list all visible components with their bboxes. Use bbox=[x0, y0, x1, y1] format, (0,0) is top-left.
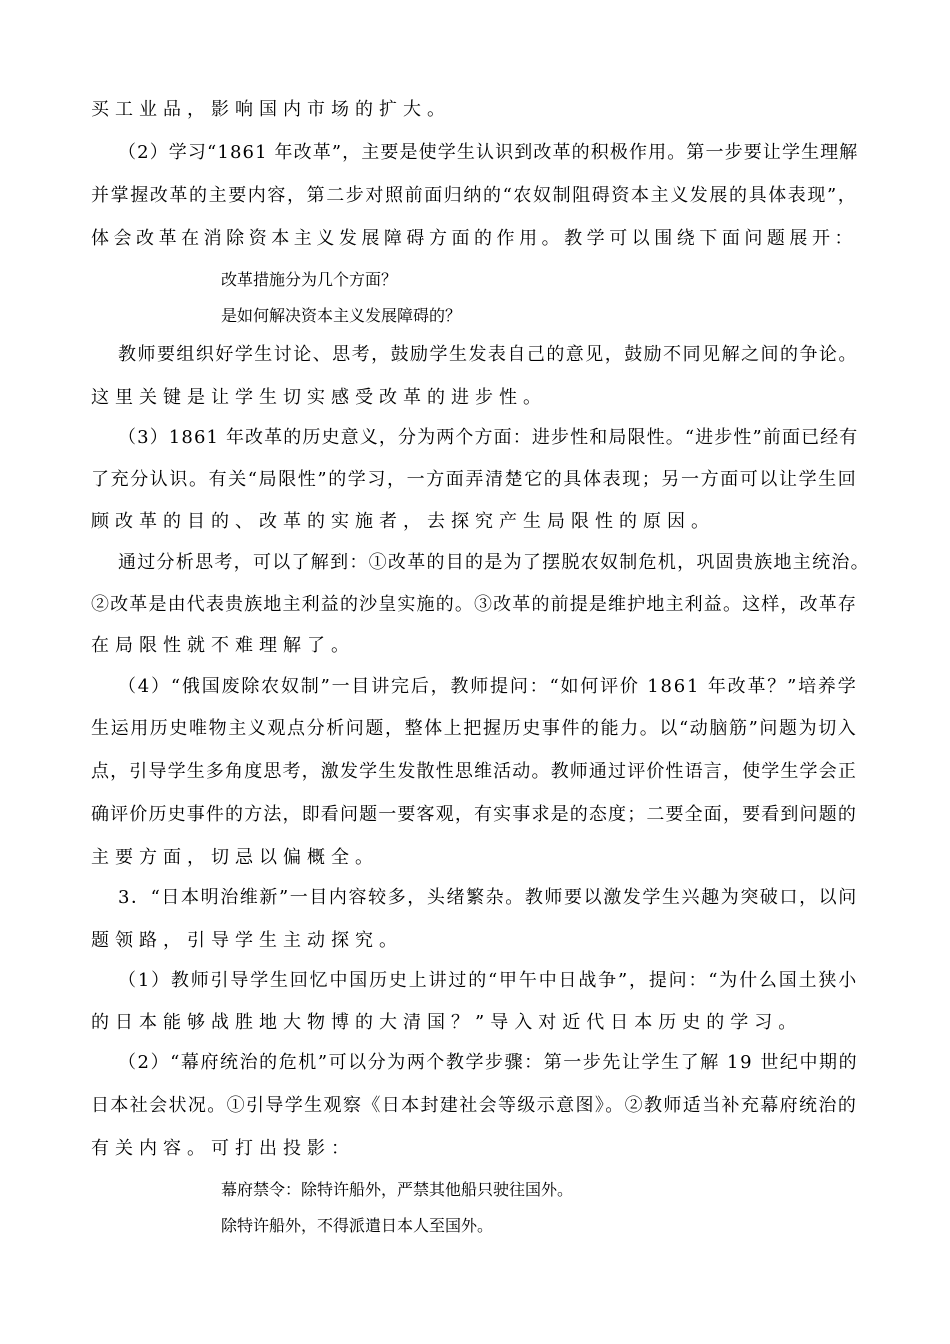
text-line: 点，引导学生多角度思考，激发学生发散性思维活动。教师通过评价性语言，使学生学会正 bbox=[91, 761, 857, 782]
text-line: 生运用历史唯物主义观点分析问题，整体上把握历史事件的能力。以“动脑筋”问题为切入 bbox=[91, 718, 858, 739]
question-line: 是如何解决资本主义发展障碍的？ bbox=[221, 306, 462, 325]
text-line: 的日本能够战胜地大物博的大清国？”导入对近代日本历史的学习。 bbox=[91, 1012, 803, 1033]
text-line: （4）“俄国废除农奴制”一目讲完后，教师提问：“如何评价 1861 年改革？”培养学 bbox=[118, 676, 858, 697]
text-line: （2）“幕府统治的危机”可以分为两个教学步骤：第一步先让学生了解 19 世纪中期的 bbox=[118, 1052, 859, 1073]
text-line: 主要方面，切忌以偏概全。 bbox=[91, 847, 379, 868]
text-line: （2）学习“1861 年改革”，主要是使学生认识到改革的积极作用。第一步要让学生理解 bbox=[118, 142, 859, 163]
text-line: 教师要组织好学生讨论、思考，鼓励学生发表自己的意见，鼓励不同见解之间的争论。 bbox=[118, 344, 858, 365]
text-line: 在局限性就不难理解了。 bbox=[91, 635, 355, 656]
text-line: （3）1861 年改革的历史意义，分为两个方面：进步性和局限性。“进步性”前面已经有 bbox=[118, 427, 859, 448]
text-line: 题领路，引导学生主动探究。 bbox=[91, 930, 403, 951]
projection-line: 除特许船外，不得派遣日本人至国外。 bbox=[221, 1216, 494, 1235]
text-line: 顾改革的目的、改革的实施者，去探究产生局限性的原因。 bbox=[91, 511, 715, 532]
text-line: 买工业品，影响国内市场的扩大。 bbox=[91, 99, 451, 120]
text-line: 并掌握改革的主要内容，第二步对照前面归纳的“农奴制阻碍资本主义发展的具体表现”， bbox=[91, 185, 858, 206]
text-line: 确评价历史事件的方法，即看问题一要客观，有实事求是的态度；二要全面，要看到问题的 bbox=[91, 804, 857, 825]
text-line: （1）教师引导学生回忆中国历史上讲过的“甲午中日战争”，提问：“为什么国土狭小 bbox=[118, 970, 859, 991]
text-line: 了充分认识。有关“局限性”的学习，一方面弄清楚它的具体表现；另一方面可以让学生回 bbox=[91, 469, 858, 490]
text-line: 3．“日本明治维新”一目内容较多，头绪繁杂。教师要以激发学生兴趣为突破口，以问 bbox=[118, 887, 858, 908]
text-line: 体会改革在消除资本主义发展障碍方面的作用。教学可以围绕下面问题展开： bbox=[91, 228, 858, 249]
text-line: 这里关键是让学生切实感受改革的进步性。 bbox=[91, 387, 547, 408]
text-line: 日本社会状况。①引导学生观察《日本封建社会等级示意图》。②教师适当补充幕府统治的 bbox=[91, 1095, 858, 1116]
question-line: 改革措施分为几个方面？ bbox=[221, 270, 398, 289]
text-line: 通过分析思考，可以了解到：①改革的目的是为了摆脱农奴制危机，巩固贵族地主统治。 bbox=[118, 552, 870, 573]
projection-line: 幕府禁令：除特许船外，严禁其他船只驶往国外。 bbox=[221, 1180, 574, 1199]
text-line: ②改革是由代表贵族地主利益的沙皇实施的。③改革的前提是维护地主利益。这样，改革存 bbox=[91, 594, 857, 615]
text-line: 有关内容。可打出投影： bbox=[91, 1138, 355, 1159]
